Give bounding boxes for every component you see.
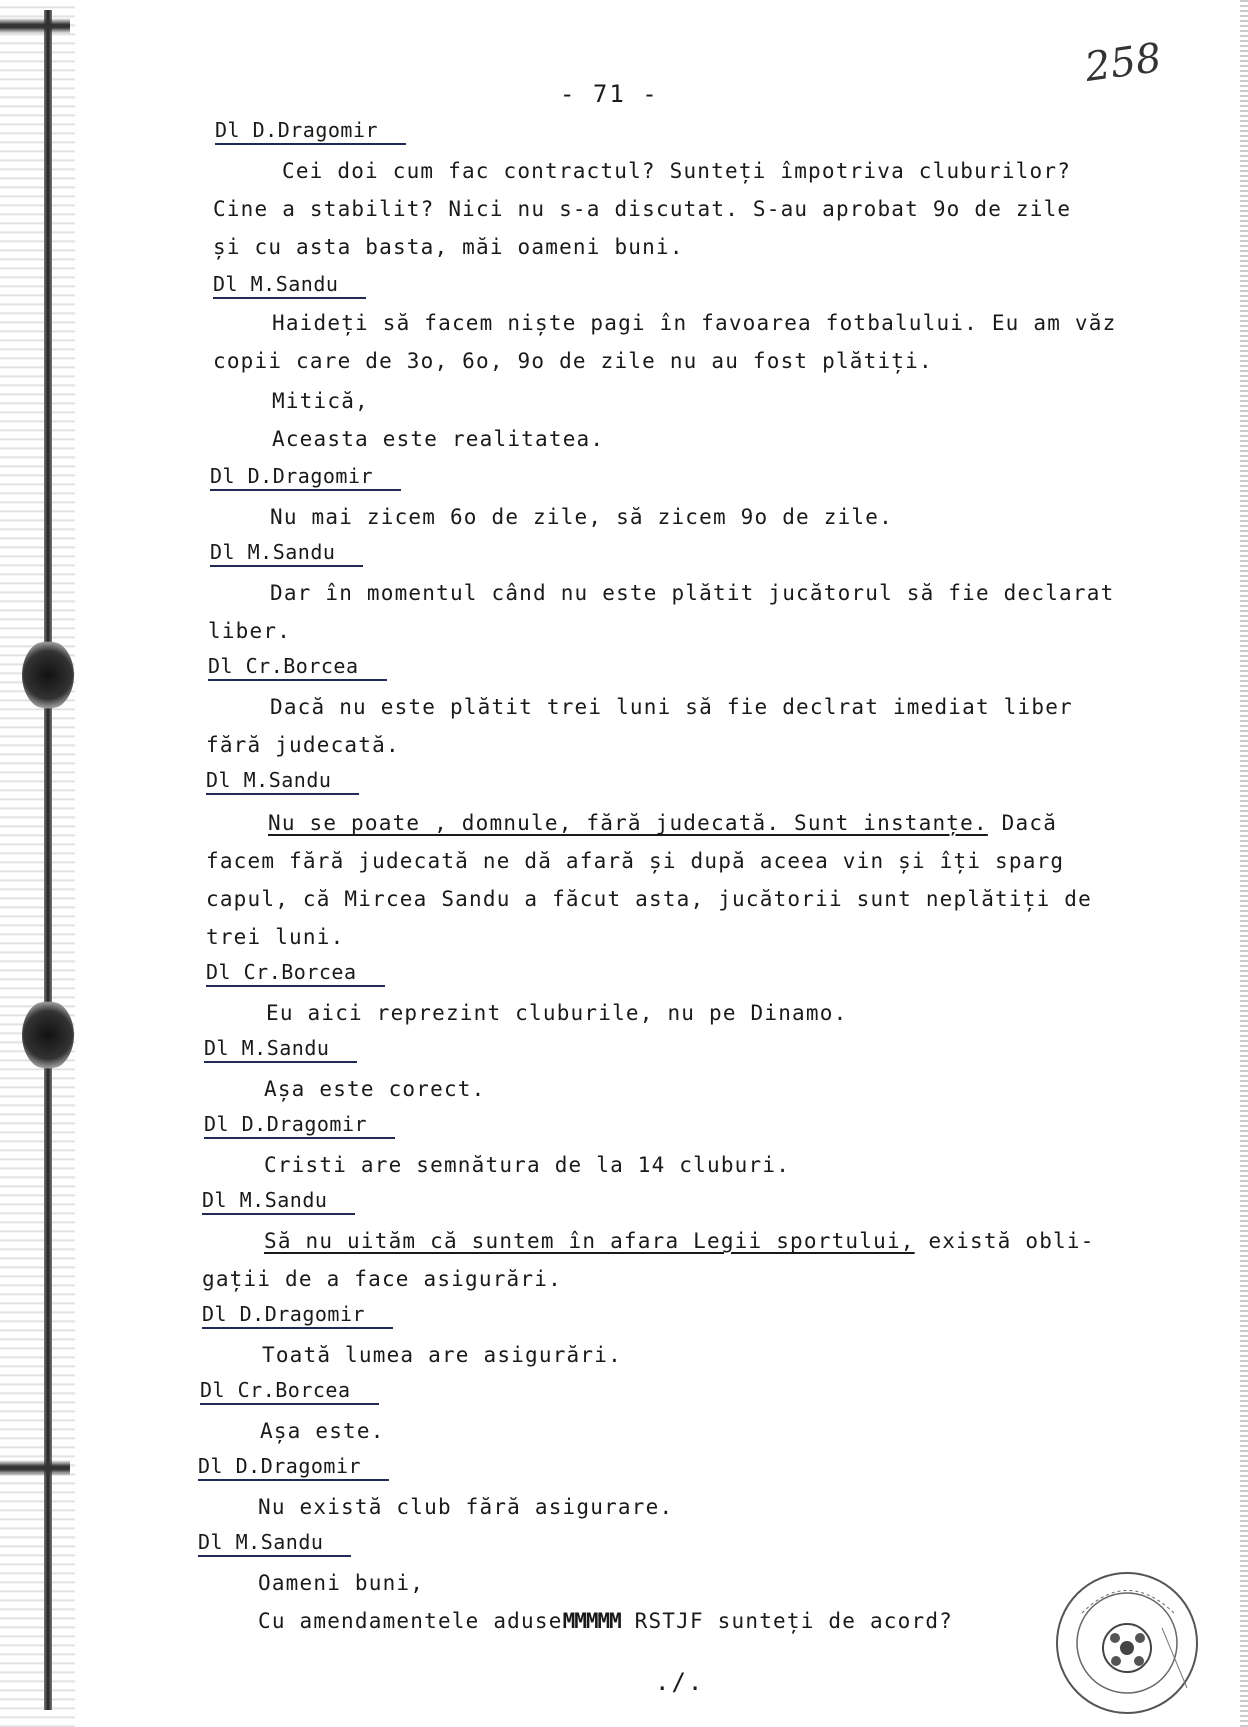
folio-number: 258 (1082, 34, 1165, 92)
speaker-label: Dl M.Sandu (213, 271, 366, 299)
speaker-label: Dl M.Sandu (210, 539, 363, 567)
binding-knob (22, 1000, 74, 1070)
transcript-line: Dacă nu este plătit trei luni să fie declrat imediat liber (270, 695, 1073, 719)
continuation-mark: ./. (655, 1668, 705, 1696)
transcript-line: Mitică, (272, 389, 369, 413)
speaker-label: Dl M.Sandu (202, 1187, 355, 1215)
speaker-label: Dl D.Dragomir (210, 463, 401, 491)
line-tail: Dacă (987, 811, 1058, 835)
speaker-label: Dl D.Dragomir (215, 117, 406, 145)
speaker-label: Dl D.Dragomir (204, 1111, 395, 1139)
transcript-line: gații de a face asigurări. (202, 1267, 562, 1291)
speaker-label: Dl D.Dragomir (202, 1301, 393, 1329)
underlined-phrase: Să nu uităm că suntem în afara Legii sportului, (264, 1229, 915, 1253)
stamp-seal-icon (1052, 1568, 1202, 1718)
federation-stamp (1052, 1568, 1202, 1718)
speaker-label: Dl Cr.Borcea (200, 1377, 379, 1405)
transcript-line: Cei doi cum fac contractul? Sunteți împotriva cluburilor? (282, 159, 1072, 183)
transcript-line: Toată lumea are asigurări. (262, 1343, 622, 1367)
transcript-line: Cristi are semnătura de la 14 cluburi. (264, 1153, 791, 1177)
transcript-line: Aceasta este realitatea. (272, 427, 605, 451)
line-tail: există obli- (914, 1229, 1095, 1253)
transcript-line (258, 1607, 953, 1635)
underlined-phrase: Nu se poate , domnule, fără judecată. Sunt instanțe. (268, 811, 988, 835)
transcript-line: Nu există club fără asigurare. (258, 1495, 674, 1519)
page-number: - 71 - (560, 80, 659, 108)
speaker-label: Dl Cr.Borcea (206, 959, 385, 987)
transcript-line: liber. (208, 619, 292, 643)
binding-rail (44, 10, 52, 1710)
speaker-label: Dl D.Dragomir (198, 1453, 389, 1481)
transcript-line: Dar în momentul când nu este plătit jucătorul să fie declarat (270, 581, 1115, 605)
transcript-line: trei luni. (206, 925, 345, 949)
line-head: Cu amendamentele aduse (258, 1609, 563, 1633)
binding-strip (0, 0, 75, 1727)
transcript-line: copii care de 3o, 6o, 9o de zile nu au fost plătiți. (213, 349, 933, 373)
transcript-line: Așa este corect. (264, 1077, 486, 1101)
transcript-line: Haideți să facem niște pagi în favoarea fotbalului. Eu am văz (272, 311, 1117, 335)
speaker-label: Dl Cr.Borcea (208, 653, 387, 681)
transcript-line: Eu aici reprezint cluburile, nu pe Dinamo. (266, 1001, 848, 1025)
speaker-label: Dl M.Sandu (206, 767, 359, 795)
struck-over-text: MMMMM (562, 1609, 621, 1633)
line-tail: RSTJF sunteți de acord? (620, 1609, 954, 1633)
transcript-line: capul, că Mircea Sandu a făcut asta, jucătorii sunt neplătiți de (206, 887, 1092, 911)
transcript-line: facem fără judecată ne dă afară și după aceea vin și îți sparg (206, 849, 1065, 873)
transcript-line: Așa este. (260, 1419, 385, 1443)
transcript-line: Oameni buni, (258, 1571, 425, 1595)
binding-stub (0, 1460, 70, 1476)
binding-stub (0, 18, 70, 34)
transcript-line (264, 1227, 1095, 1255)
transcript-line: fără judecată. (206, 733, 400, 757)
transcript-line: Nu mai zicem 6o de zile, să zicem 9o de zile. (270, 505, 893, 529)
transcript-line (268, 809, 1057, 837)
transcript-line: și cu asta basta, măi oameni buni. (213, 235, 684, 259)
speaker-label: Dl M.Sandu (198, 1529, 351, 1557)
transcript-line: Cine a stabilit? Nici nu s-a discutat. S-au aprobat 9o de zile (213, 197, 1072, 221)
binding-knob (22, 640, 74, 710)
page-edge (1240, 0, 1248, 1727)
speaker-label: Dl M.Sandu (204, 1035, 357, 1063)
